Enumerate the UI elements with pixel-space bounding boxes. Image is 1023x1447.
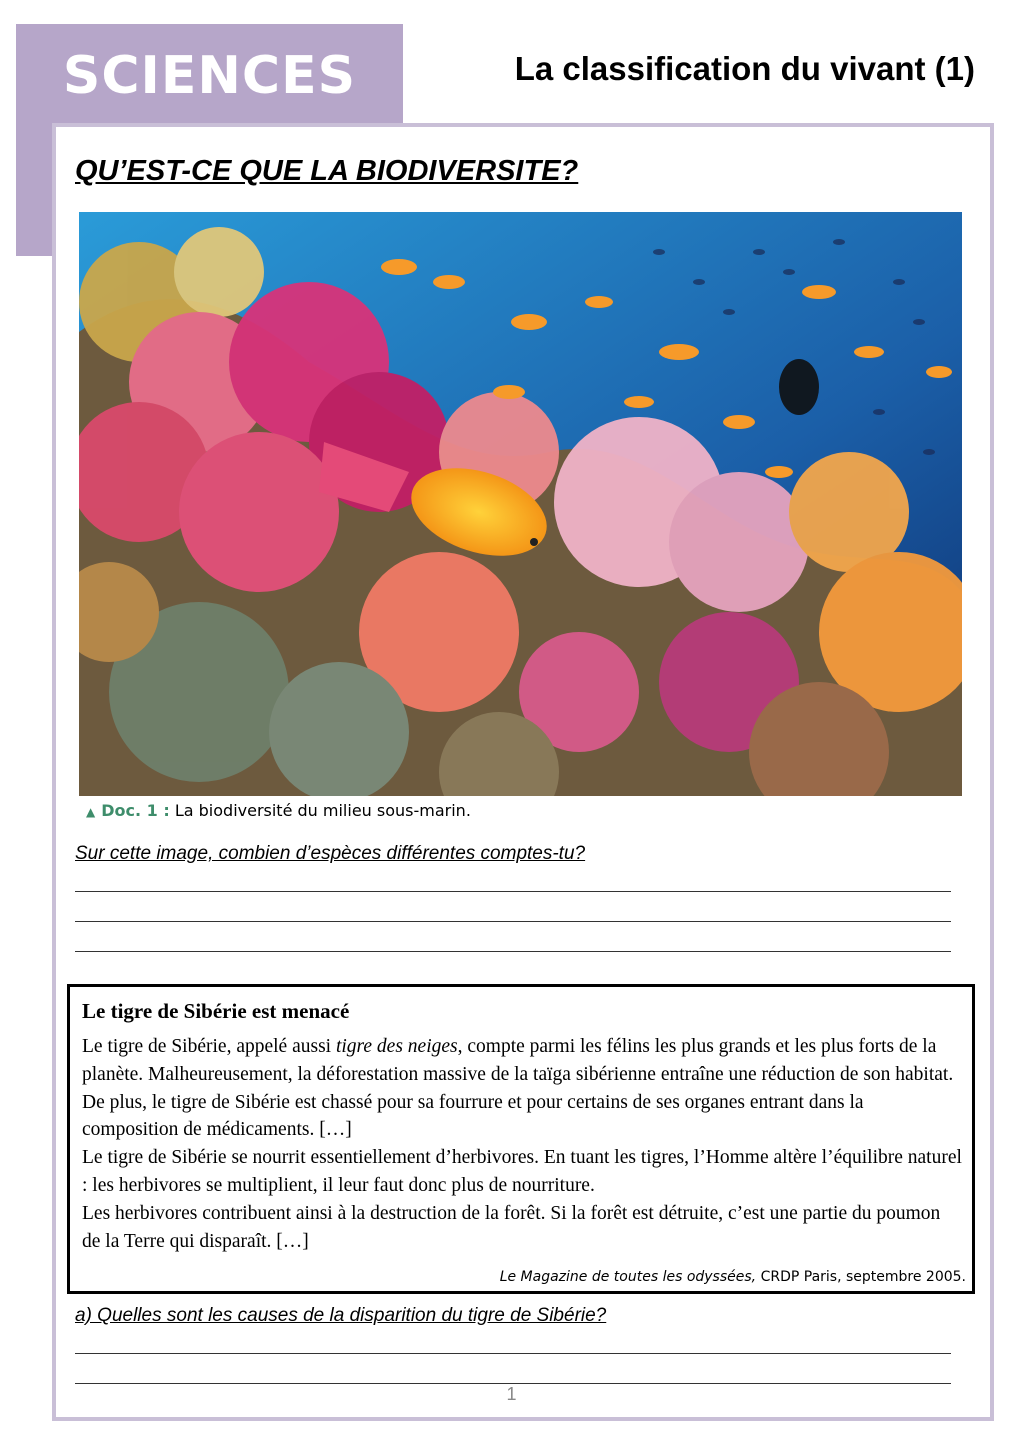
article-body (82, 1033, 962, 1255)
page-number: 1 (506, 1384, 517, 1404)
article-text: , compte parmi les félins les plus grands et les plus forts de la planète. Malheureusement, la déforestation massive de la taïga sibérienne entraîne une réduction de son habitat. De plus, le tigre de Sibérie est chassé pour sa fourrure et pour certains de ses organes entrant dans la composition de médicaments. […] (82, 1036, 954, 1141)
article-source (500, 1269, 966, 1285)
caption-label: Doc. 1 : (101, 801, 170, 820)
answer-line[interactable] (75, 891, 951, 892)
figure-caption (86, 801, 471, 820)
article-text: Le tigre de Sibérie, appelé aussi (82, 1036, 336, 1057)
article-paragraph-2: Le tigre de Sibérie se nourrit essentiellement d’herbivores. En tuant les tigres, l’Homme altère l’équilibre naturel : les herbivores se multiplient, il leur faut donc plus de nourriture. (82, 1147, 962, 1196)
question-tiger-causes: a) Quelles sont les causes de la disparition du tigre de Sibérie? (75, 1305, 607, 1326)
triangle-icon: ▲ (86, 805, 96, 819)
source-details: CRDP Paris, septembre 2005. (756, 1269, 966, 1285)
answer-line[interactable] (75, 921, 951, 922)
coral-reef-photo (79, 212, 962, 796)
article-emphasis: tigre des neiges (335, 1036, 458, 1057)
document-title: La classification du vivant (1) (514, 50, 975, 87)
article-box (67, 984, 975, 1294)
question-species-count: Sur cette image, combien d’espèces différentes comptes-tu? (75, 843, 586, 864)
source-title: Le Magazine de toutes les odyssées, (499, 1269, 757, 1285)
answer-line[interactable] (75, 951, 951, 952)
article-title: Le tigre de Sibérie est menacé (82, 999, 350, 1023)
answer-line[interactable] (75, 1353, 951, 1354)
section-title: QU’EST-CE QUE LA BIODIVERSITE? (75, 155, 579, 187)
article-paragraph-1 (82, 1033, 962, 1144)
caption-text: La biodiversité du milieu sous-marin. (169, 801, 471, 820)
subject-label: SCIENCES (62, 46, 357, 106)
article-paragraph-3: Les herbivores contribuent ainsi à la destruction de la forêt. Si la forêt est détruite, c’est une partie du poumon de la Terre qui disparaît. […] (82, 1202, 941, 1252)
